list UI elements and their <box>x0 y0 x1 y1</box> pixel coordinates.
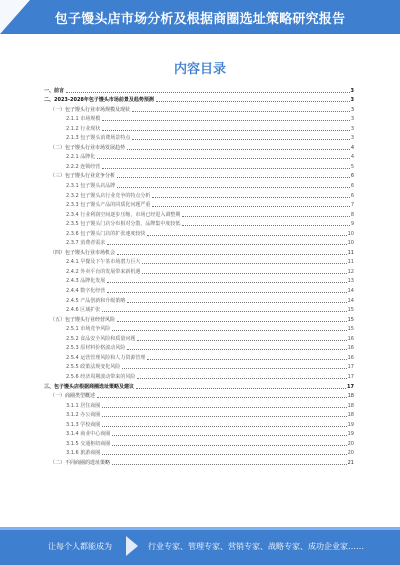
toc-entry-page: 5 <box>350 163 354 170</box>
toc-entry[interactable] <box>44 84 354 94</box>
toc-entry-page: 13 <box>347 278 354 285</box>
toc-entry-text: 2.5.6 经济周期波动带来的风险 <box>66 373 136 380</box>
toc-leader-dots <box>112 330 346 331</box>
toc-entry[interactable] <box>44 456 354 466</box>
toc-entry[interactable] <box>44 332 354 342</box>
toc-entry-text: （二）不同商圈的选址策略 <box>50 459 111 466</box>
toc-entry-page: 14 <box>347 288 354 295</box>
toc-entry-text: 3.1.3 学校商圈 <box>66 421 101 428</box>
toc-entry-page: 19 <box>347 431 354 438</box>
toc-entry[interactable] <box>44 122 354 132</box>
toc-entry-page: 20 <box>347 450 354 457</box>
toc-entry-text: 2.3.4 行业利润空间逐步压缩，市场已经进入调整期 <box>66 211 181 218</box>
toc-entry-page: 4 <box>350 154 354 161</box>
toc-entry[interactable] <box>44 237 354 247</box>
toc-entry-text: 2.1.2 行业现状 <box>66 125 101 132</box>
toc-entry-page: 6 <box>350 173 354 180</box>
toc-entry-text: 2.2.2 连锁经营 <box>66 163 101 170</box>
toc-entry[interactable] <box>44 141 354 151</box>
toc-entry-text: 2.5.4 运营管理风险和人力资源管理 <box>66 354 146 361</box>
toc-leader-dots <box>137 340 346 341</box>
toc-leader-dots <box>142 263 346 264</box>
toc-entry-page: 15 <box>347 316 354 323</box>
toc-entry-page: 17 <box>347 373 354 380</box>
toc-entry-text: 一、前言 <box>44 87 65 94</box>
toc-entry-text: 2.5.3 原材料价格波动风险 <box>66 345 126 352</box>
toc-entry[interactable] <box>44 179 354 189</box>
toc-leader-dots <box>66 92 350 93</box>
toc-leader-dots <box>102 168 350 169</box>
toc-entry-text: 二、2023-2028年包子馒头市场前景及趋势预测 <box>44 97 154 104</box>
toc-entry-page: 3 <box>350 97 354 104</box>
toc-entry-page: 3 <box>350 87 354 94</box>
toc-entry-page: 20 <box>347 440 354 447</box>
document-title: 包子馒头店市场分析及根据商圈选址策略研究报告 <box>54 12 346 27</box>
toc-leader-dots <box>102 407 346 408</box>
toc-leader-dots <box>102 311 346 312</box>
toc-leader-dots <box>102 426 346 427</box>
toc-entry-text: 2.1.1 市场规模 <box>66 116 101 123</box>
toc-entry[interactable] <box>44 246 354 256</box>
toc-entry[interactable] <box>44 323 354 333</box>
toc-entry-text: （一）包子馒头行业市场规模及现状 <box>50 106 131 113</box>
toc-leader-dots <box>127 302 346 303</box>
toc-entry[interactable] <box>44 94 354 104</box>
toc-entry-text: 2.4.6 区域扩张 <box>66 307 101 314</box>
toc-entry-text: 2.4.1 早餐及下午茶市场潜力巨大 <box>66 259 141 266</box>
toc-entry[interactable] <box>44 361 354 371</box>
toc-entry[interactable] <box>44 447 354 457</box>
toc-leader-dots <box>152 206 349 207</box>
toc-leader-dots <box>132 139 349 140</box>
toc-entry-page: 6 <box>350 192 354 199</box>
table-of-contents <box>44 84 354 466</box>
toc-entry-page: 8 <box>350 211 354 218</box>
toc-entry-text: （一）商圈类型概述 <box>50 393 96 400</box>
toc-entry[interactable] <box>44 294 354 304</box>
toc-entry-text: 3.1.4 商业中心商圈 <box>66 431 111 438</box>
toc-entry[interactable] <box>44 380 354 390</box>
toc-leader-dots <box>107 292 346 293</box>
toc-entry-page: 21 <box>347 459 354 466</box>
toc-leader-dots <box>117 321 347 322</box>
footer-slogan-left: 让每个人都能成为 <box>48 542 112 551</box>
toc-entry[interactable] <box>44 284 354 294</box>
toc-entry-text: （三）包子馒头行业竞争分析 <box>50 173 116 180</box>
toc-leader-dots <box>102 416 346 417</box>
toc-leader-dots <box>107 282 346 283</box>
toc-title: 内容目录 <box>173 62 226 77</box>
toc-entry-page: 18 <box>347 393 354 400</box>
toc-leader-dots <box>147 235 346 236</box>
toc-entry-page: 11 <box>347 249 354 256</box>
toc-entry-page: 3 <box>350 125 354 132</box>
toc-entry-page: 18 <box>347 412 354 419</box>
toc-entry[interactable] <box>44 390 354 400</box>
toc-entry[interactable] <box>44 275 354 285</box>
toc-entry[interactable] <box>44 189 354 199</box>
header-bar <box>0 0 400 34</box>
toc-leader-dots <box>142 273 346 274</box>
toc-entry[interactable] <box>44 342 354 352</box>
toc-entry[interactable] <box>44 199 354 209</box>
toc-entry-text: 2.3.1 包子馒头店品牌 <box>66 183 116 190</box>
toc-entry-text: （四）包子馒头行业市场机会 <box>50 249 116 256</box>
toc-entry-page: 17 <box>347 383 354 390</box>
toc-entry-text: 2.4.5 产品创新和升级策略 <box>66 297 126 304</box>
toc-entry-page: 4 <box>350 144 354 151</box>
toc-leader-dots <box>117 177 350 178</box>
toc-entry-page: 7 <box>350 202 354 209</box>
toc-entry[interactable] <box>44 304 354 314</box>
toc-entry[interactable] <box>44 351 354 361</box>
toc-leader-dots <box>102 454 346 455</box>
toc-entry-text: 2.2.1 品牌化 <box>66 154 96 161</box>
toc-entry-page: 10 <box>347 240 354 247</box>
toc-entry[interactable] <box>44 428 354 438</box>
toc-leader-dots <box>137 378 346 379</box>
toc-leader-dots <box>147 359 346 360</box>
toc-entry-page: 14 <box>347 297 354 304</box>
toc-entry[interactable] <box>44 208 354 218</box>
toc-entry-text: 2.5.5 政策法规变化风险 <box>66 364 121 371</box>
toc-leader-dots <box>127 149 350 150</box>
toc-entry[interactable] <box>44 170 354 180</box>
toc-entry-text: 2.3.2 包子馒头店行业竞争的特点分析 <box>66 192 151 199</box>
toc-entry[interactable] <box>44 418 354 428</box>
toc-leader-dots <box>156 101 350 102</box>
toc-entry-text: 2.4.4 数字化经营 <box>66 288 106 295</box>
toc-entry-page: 16 <box>347 335 354 342</box>
toc-entry-text: 3.1.6 旅游商圈 <box>66 450 101 457</box>
toc-leader-dots <box>182 225 349 226</box>
toc-entry[interactable] <box>44 265 354 275</box>
toc-entry-page: 3 <box>350 106 354 113</box>
toc-entry[interactable] <box>44 227 354 237</box>
toc-entry-page: 6 <box>350 183 354 190</box>
toc-entry-text: 2.3.7 消费者需求 <box>66 240 106 247</box>
toc-entry-page: 16 <box>347 345 354 352</box>
toc-leader-dots <box>136 388 346 389</box>
toc-entry-text: 3.1.1 居住商圈 <box>66 402 101 409</box>
toc-entry[interactable] <box>44 160 354 170</box>
toc-entry-text: 2.5.1 市场竞争风险 <box>66 326 111 333</box>
toc-entry[interactable] <box>44 151 354 161</box>
toc-entry[interactable] <box>44 256 354 266</box>
toc-entry-text: 2.3.6 包子馒头门店的扩张速度较快 <box>66 230 146 237</box>
toc-leader-dots <box>97 158 350 159</box>
toc-entry-page: 11 <box>347 259 354 266</box>
toc-leader-dots <box>122 368 346 369</box>
toc-entry-text: 2.3.5 包子馒头门店分布相对分散，品牌集中度较低 <box>66 221 181 228</box>
toc-entry-page: 3 <box>350 135 354 142</box>
toc-leader-dots <box>132 111 350 112</box>
toc-entry-text: 2.4.3 品牌化发展 <box>66 278 106 285</box>
toc-entry-page: 16 <box>347 354 354 361</box>
toc-leader-dots <box>102 130 350 131</box>
toc-entry-page: 17 <box>347 364 354 371</box>
toc-entry-text: 2.5.2 食品安全风险和质量问题 <box>66 335 136 342</box>
toc-leader-dots <box>102 120 350 121</box>
toc-entry-page: 15 <box>347 307 354 314</box>
toc-entry-page: 18 <box>347 402 354 409</box>
toc-entry-page: 15 <box>347 326 354 333</box>
footer-stripe <box>0 527 400 530</box>
toc-leader-dots <box>112 464 347 465</box>
toc-leader-dots <box>112 445 346 446</box>
toc-leader-dots <box>107 244 346 245</box>
toc-entry-text: 3.1.2 办公商圈 <box>66 412 101 419</box>
toc-leader-dots <box>97 397 347 398</box>
toc-entry[interactable] <box>44 113 354 123</box>
footer-slogan-right: 行业专家、管理专家、营销专家、战略专家、成功企业家…… <box>148 542 364 551</box>
footer-arrow-icon <box>126 536 138 556</box>
toc-entry[interactable] <box>44 132 354 142</box>
toc-entry-text: 2.4.2 外卖平台的发展带来新机遇 <box>66 268 141 275</box>
toc-leader-dots <box>117 187 350 188</box>
toc-entry[interactable] <box>44 218 354 228</box>
toc-entry-page: 12 <box>347 268 354 275</box>
toc-entry[interactable] <box>44 313 354 323</box>
toc-entry-page: 3 <box>350 116 354 123</box>
toc-leader-dots <box>182 216 349 217</box>
toc-entry-text: （五）包子馒头行业经营风险 <box>50 316 116 323</box>
toc-leader-dots <box>152 197 349 198</box>
toc-entry-text: 三、包子馒头店根据商圈选址策略及建议 <box>44 383 135 390</box>
toc-entry[interactable] <box>44 370 354 380</box>
toc-leader-dots <box>127 349 346 350</box>
toc-entry[interactable] <box>44 409 354 419</box>
toc-entry-text: 2.1.3 包子馒头消费场景特点 <box>66 135 131 142</box>
toc-entry[interactable] <box>44 437 354 447</box>
toc-entry-text: （二）包子馒头行业市场发展趋势 <box>50 144 126 151</box>
toc-leader-dots <box>112 435 346 436</box>
toc-entry-page: 9 <box>350 221 354 228</box>
toc-entry[interactable] <box>44 103 354 113</box>
toc-entry-text: 2.3.3 包子馒头产品的同质化问题严重 <box>66 202 151 209</box>
toc-entry-page: 10 <box>347 230 354 237</box>
toc-entry-text: 3.1.5 交通枢纽商圈 <box>66 440 111 447</box>
toc-entry-page: 19 <box>347 421 354 428</box>
toc-entry[interactable] <box>44 399 354 409</box>
toc-leader-dots <box>117 254 347 255</box>
